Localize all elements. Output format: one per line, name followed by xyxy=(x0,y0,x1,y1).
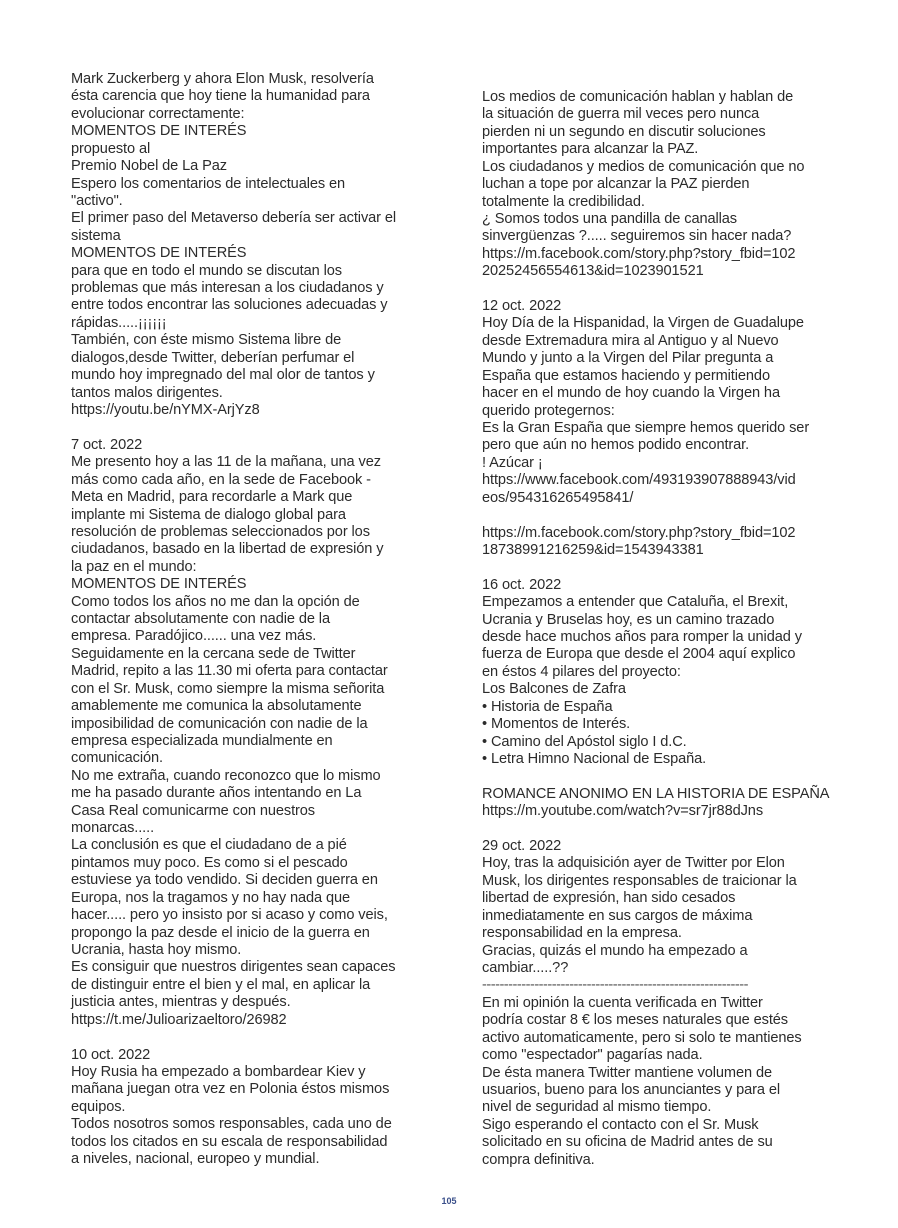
text-line: Sigo esperando el contacto con el Sr. Musk xyxy=(482,1116,759,1133)
text-line: Casa Real comunicarme con nuestros xyxy=(71,802,315,819)
text-line: nivel de seguridad al mismo tiempo. xyxy=(482,1099,712,1116)
text-line: luchan a tope por alcanzar la PAZ pierden xyxy=(482,176,750,193)
text-line: compra definitiva. xyxy=(482,1151,595,1168)
text-line: Meta en Madrid, para recordarle a Mark que xyxy=(71,489,353,506)
text-line: • Letra Himno Nacional de España. xyxy=(482,750,707,767)
text-line: empresa especializada mundialmente en xyxy=(71,732,333,749)
text-line: Me presento hoy a las 11 de la mañana, una vez xyxy=(71,454,381,471)
text-line: responsabilidad en la empresa. xyxy=(482,925,682,942)
text-line: "activo". xyxy=(71,192,123,209)
text-line: Mark Zuckerberg y ahora Elon Musk, resolvería xyxy=(71,71,374,87)
text-line: Mundo y junto a la Virgen del Pilar pregunta a xyxy=(482,350,774,367)
text-line: ------------------------------------------------------------- xyxy=(482,977,748,994)
text-line: problemas que más interesan a los ciudadanos y xyxy=(71,280,384,297)
text-line[interactable]: https://m.facebook.com/story.php?story_fbid=102 xyxy=(482,245,796,262)
text-line: 7 oct. 2022 xyxy=(71,436,143,453)
text-line[interactable]: https://www.facebook.com/493193907888943/vid xyxy=(482,472,796,489)
text-line: MOMENTOS DE INTERÉS xyxy=(71,245,247,262)
text-line: • Historia de España xyxy=(482,698,613,715)
text-line: entre todos encontrar las soluciones adecuadas y xyxy=(71,297,388,314)
text-line: 29 oct. 2022 xyxy=(482,838,562,855)
text-line: ROMANCE ANONIMO EN LA HISTORIA DE ESPAÑA xyxy=(482,785,830,802)
text-line: ¿ Somos todos una pandilla de canallas xyxy=(482,210,737,227)
text-line: la paz en el mundo: xyxy=(71,558,197,575)
text-line: solicitado en su oficina de Madrid antes de su xyxy=(482,1134,773,1151)
text-line: MOMENTOS DE INTERÉS xyxy=(71,123,247,140)
text-line: podría costar 8 € los meses naturales que estés xyxy=(482,1012,788,1029)
text-line: usuarios, bueno para los anunciantes y para el xyxy=(482,1081,781,1098)
text-line[interactable]: https://t.me/Julioarizaeltoro/26982 xyxy=(71,1011,287,1028)
text-line: La conclusión es que el ciudadano de a pié xyxy=(71,837,347,854)
text-line: Europa, nos la tragamos y no hay nada que xyxy=(71,889,351,906)
text-line: imposibilidad de comunicación con nadie de la xyxy=(71,715,368,732)
text-line: Hoy Rusia ha empezado a bombardear Kiev y xyxy=(71,1063,366,1080)
text-line: Los ciudadanos y medios de comunicación que no xyxy=(482,158,805,175)
text-line: No me extraña, cuando reconozco que lo mismo xyxy=(71,767,381,784)
text-line: desde Extremadura mira al Antiguo y al Nuevo xyxy=(482,332,779,349)
text-line: De ésta manera Twitter mantiene volumen de xyxy=(482,1064,772,1081)
text-line: monarcas..... xyxy=(71,820,155,837)
text-line: estuviese ya todo vendido. Si deciden guerra en xyxy=(71,872,378,889)
text-line: Gracias, quizás el mundo ha empezado a xyxy=(482,942,748,959)
text-line: evolucionar correctamente: xyxy=(71,105,245,122)
text-line: rápidas.....¡¡¡¡¡¡ xyxy=(71,314,167,331)
text-line: la situación de guerra mil veces pero nunca xyxy=(482,106,760,123)
text-line: Ucrania y Bruselas hoy, es un camino trazado xyxy=(482,611,775,628)
text-line: desde hace muchos años para romper la unidad y xyxy=(482,629,802,646)
text-line: con el Sr. Musk, como siempre la misma señorita xyxy=(71,680,385,697)
text-line: libertad de expresión, han sido cesados xyxy=(482,890,736,907)
text-line: equipos. xyxy=(71,1098,126,1115)
text-line: ésta carencia que hoy tiene la humanidad para xyxy=(71,88,370,105)
text-line: ciudadanos, basado en la libertad de expresión y xyxy=(71,541,384,558)
text-line: sistema xyxy=(71,227,121,244)
text-line[interactable]: https://m.facebook.com/story.php?story_fbid=102 xyxy=(482,524,796,541)
text-line: pintamos muy poco. Es como si el pescado xyxy=(71,854,348,871)
text-line: Hoy Día de la Hispanidad, la Virgen de Guadalupe xyxy=(482,315,804,332)
text-line[interactable]: https://m.youtube.com/watch?v=sr7jr88dJns xyxy=(482,803,764,820)
text-line: Los medios de comunicación hablan y hablan de xyxy=(482,89,794,105)
text-line: contactar absolutamente con nadie de la xyxy=(71,611,330,628)
text-line: hacer en el mundo de hoy cuando la Virgen ha xyxy=(482,385,780,402)
text-line: sinvergüenzas ?..... seguiremos sin hacer nada? xyxy=(482,228,792,245)
text-line: mundo hoy impregnado del mal olor de tantos y xyxy=(71,367,375,384)
text-line: El primer paso del Metaverso debería ser activar el xyxy=(71,210,397,227)
text-line: todos los citados en su escala de responsabilidad xyxy=(71,1133,388,1150)
text-line: en éstos 4 pilares del proyecto: xyxy=(482,663,681,680)
text-line[interactable]: https://youtu.be/nYMX-ArjYz8 xyxy=(71,401,260,418)
text-line: a niveles, nacional, europeo y mundial. xyxy=(71,1151,320,1168)
text-line: comunicación. xyxy=(71,750,163,767)
text-line: También, con éste mismo Sistema libre de xyxy=(71,332,342,349)
text-line: pero que aún no hemos podido encontrar. xyxy=(482,437,750,454)
text-line: para que en todo el mundo se discutan los xyxy=(71,262,342,279)
text-line: propuesto al xyxy=(71,140,151,157)
text-line: me ha pasado durante años intentando en La xyxy=(71,785,362,802)
text-line: Premio Nobel de La Paz xyxy=(71,158,227,175)
text-line: 10 oct. 2022 xyxy=(71,1046,151,1063)
text-line: Es consiguir que nuestros dirigentes sean capaces xyxy=(71,959,396,976)
text-line: dialogos,desde Twitter, deberían perfumar el xyxy=(71,349,355,366)
text-line: Ucrania, hasta hoy mismo. xyxy=(71,942,242,958)
text-line: resolución de problemas seleccionados por los xyxy=(71,523,370,540)
text-line: tantos malos dirigentes. xyxy=(71,384,223,401)
text-line: como "espectador" pagarías nada. xyxy=(482,1047,703,1064)
page-number: 105 xyxy=(441,1196,457,1206)
text-line: Madrid, repito a las 11.30 mi oferta para contactar xyxy=(71,663,388,680)
text-line: 16 oct. 2022 xyxy=(482,576,562,593)
text-line: En mi opinión la cuenta verificada en Twitter xyxy=(482,994,763,1011)
text-line: Musk, los dirigentes responsables de traicionar la xyxy=(482,872,797,889)
text-line: eos/954316265495841/ xyxy=(482,489,634,506)
text-line: Los Balcones de Zafra xyxy=(482,681,626,698)
text-line: MOMENTOS DE INTERÉS xyxy=(71,576,247,593)
text-line: Seguidamente en la cercana sede de Twitter xyxy=(71,645,356,662)
text-line: pierden ni un segundo en discutir soluciones xyxy=(482,123,766,140)
text-line: ! Azúcar ¡ xyxy=(482,454,543,471)
text-line: propongo la paz desde el inicio de la guerra en xyxy=(71,924,370,941)
text-line: de distinguir entre el bien y el mal, en aplicar la xyxy=(71,976,371,993)
text-line: querido protegernos: xyxy=(482,402,615,419)
text-line: activo automaticamente, pero si solo te mantienes xyxy=(482,1029,802,1046)
text-line: • Momentos de Interés. xyxy=(482,716,631,733)
text-line: fuerza de Europa que desde el 2004 aquí explico xyxy=(482,646,796,663)
text-line: inmediatamente en sus cargos de máxima xyxy=(482,907,753,924)
text-line: empresa. Paradójico...... una vez más. xyxy=(71,628,317,645)
text-line: hacer..... pero yo insisto por si acaso y como veis, xyxy=(71,907,388,924)
text-line: 18738991216259&id=1543943381 xyxy=(482,541,704,558)
text-line: Espero los comentarios de intelectuales en xyxy=(71,175,346,192)
text-line: 20252456554613&id=1023901521 xyxy=(482,263,704,280)
text-line: justicia antes, mientras y después. xyxy=(71,994,291,1011)
text-line: Todos nosotros somos responsables, cada uno de xyxy=(71,1116,392,1133)
text-line: implante mi Sistema de dialogo global para xyxy=(71,506,346,523)
text-line: Hoy, tras la adquisición ayer de Twitter por Elon xyxy=(482,855,785,872)
text-line: Es la Gran España que siempre hemos querido ser xyxy=(482,419,810,436)
text-line: totalmente la credibilidad. xyxy=(482,193,645,210)
text-line: más como cada año, en la sede de Facebook - xyxy=(71,471,371,488)
text-line: • Camino del Apóstol siglo I d.C. xyxy=(482,733,687,750)
text-line: Como todos los años no me dan la opción de xyxy=(71,593,360,610)
text-line: cambiar.....?? xyxy=(482,960,569,976)
text-line: mañana juegan otra vez en Polonia éstos mismos xyxy=(71,1081,390,1098)
text-line: 12 oct. 2022 xyxy=(482,298,562,315)
text-line: Empezamos a entender que Cataluña, el Brexit, xyxy=(482,594,789,611)
text-line: amablemente me comunica la absolutamente xyxy=(71,698,362,715)
text-line: importantes para alcanzar la PAZ. xyxy=(482,141,699,158)
text-line: España que estamos haciendo y permitiendo xyxy=(482,367,770,384)
